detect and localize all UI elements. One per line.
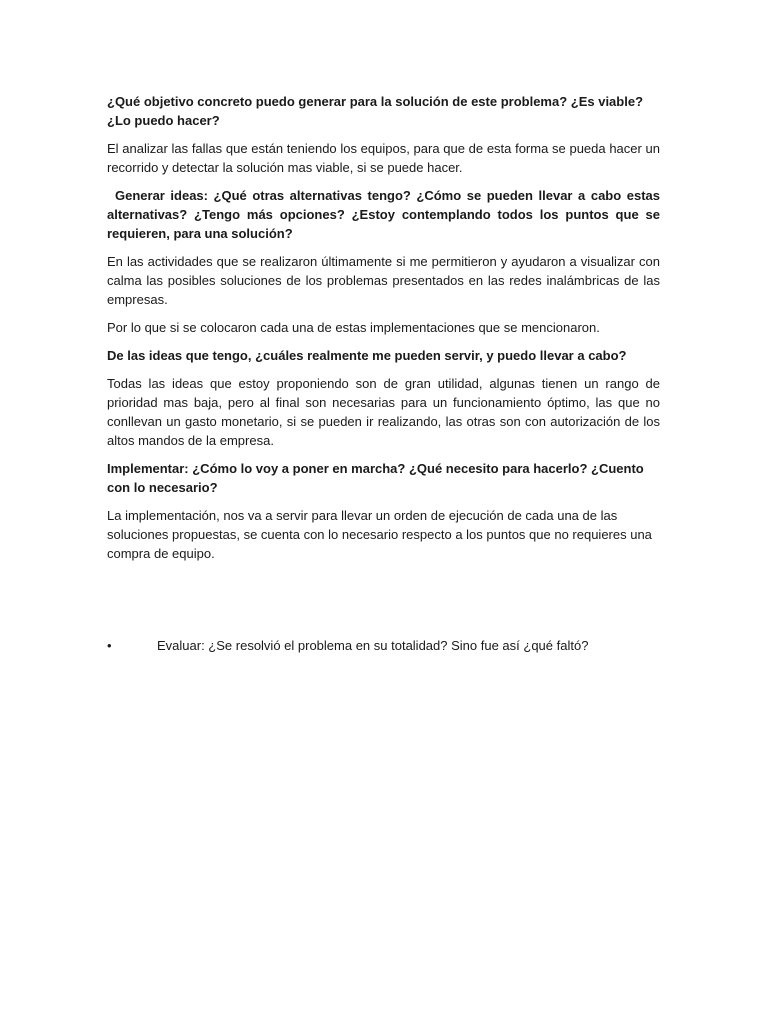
list-item (107, 636, 660, 655)
answer-implementations: Por lo que si se colocaron cada una de estas implementaciones que se mencionaron. (107, 320, 600, 335)
question-implement: Implementar: ¿Cómo lo voy a poner en marcha? ¿Qué necesito para hacerlo? ¿Cuento con lo necesario? (107, 461, 644, 495)
bullet-text-evaluate: Evaluar: ¿Se resolvió el problema en su totalidad? Sino fue así ¿qué faltó? (157, 638, 589, 653)
question-generate-ideas: Generar ideas: ¿Qué otras alternativas tengo? ¿Cómo se pueden llevar a cabo estas alternativas? ¿Tengo más opciones? ¿Estoy contemplando todos los puntos que se requieren, para una solución? (107, 188, 660, 241)
question-objective: ¿Qué objetivo concreto puedo generar para la solución de este problema? ¿Es viable? ¿Lo puedo hacer? (107, 94, 644, 128)
answer-implement: La implementación, nos va a servir para llevar un orden de ejecución de cada una de las soluciones propuestas, se cuenta con lo necesario respecto a los puntos que no requieres una compra de equipo. (107, 508, 652, 561)
answer-generate-ideas: En las actividades que se realizaron últimamente si me permitieron y ayudaron a visualizar con calma las posibles soluciones de los problemas presentados en las redes inalámbricas de las empresas. (107, 254, 660, 307)
bullet-icon: • (107, 638, 112, 653)
question-useful-ideas: De las ideas que tengo, ¿cuáles realmente me pueden servir, y puedo llevar a cabo? (107, 348, 627, 363)
answer-objective: El analizar las fallas que están teniendo los equipos, para que de esta forma se pueda hacer un recorrido y detectar la solución mas viable, si se puede hacer. (107, 141, 660, 175)
answer-useful-ideas: Todas las ideas que estoy proponiendo son de gran utilidad, algunas tienen un rango de prioridad mas baja, pero al final son necesarias para un funcionamiento óptimo, las que no conllevan un gasto monetario, si se pueden ir realizando, las otras son con autorización de los altos mandos de la empresa. (107, 376, 660, 448)
document-body (107, 92, 660, 572)
